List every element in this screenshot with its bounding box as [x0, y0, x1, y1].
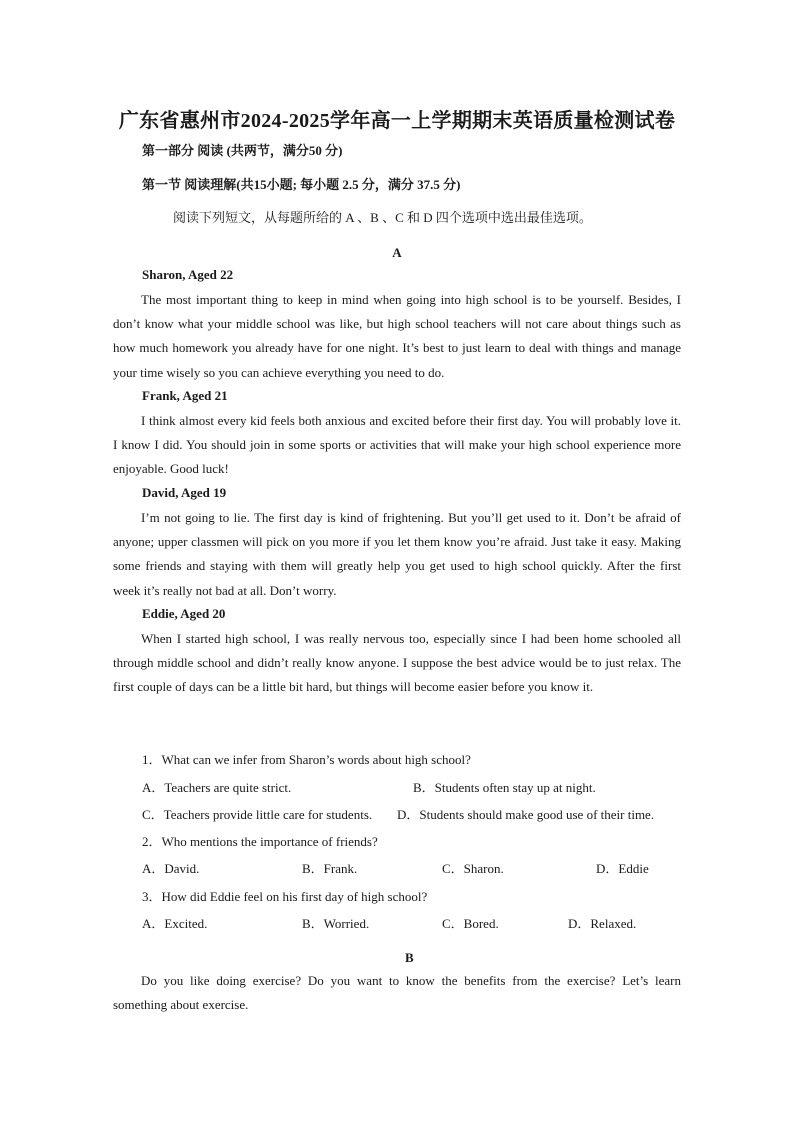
option-b: B．Students often stay up at night.	[413, 780, 596, 795]
speaker-name: Eddie, Aged 20	[142, 606, 226, 621]
part-heading: 第一部分 阅读 (共两节，满分50 分)	[142, 143, 343, 158]
speaker-paragraph: I’m not going to lie. The first day is kind of frightening. But you’ll get used to it. Don’t be afraid of anyone; upper classmen will pick on you more if you let them know you’re afraid. Just take it easy. Making some friends and staying with them will greatly help you get used to high school quickly. After the first week it’s really not bad at all. Don’t worry.	[113, 510, 681, 598]
option-b: B．Worried.	[302, 916, 370, 931]
speaker-paragraph: When I started high school, I was really nervous too, especially since I had been home schooled all through middle school and didn’t really know anyone. I suppose the best advice would be to just relax. The first couple of days can be a little bit hard, but things will become easier before you know it.	[113, 631, 681, 695]
option-c: C．Sharon.	[442, 861, 504, 876]
speaker-name: Sharon, Aged 22	[142, 267, 234, 282]
speaker-name: Frank, Aged 21	[142, 388, 228, 403]
option-d: D．Relaxed.	[568, 916, 637, 931]
option-a: A．David.	[142, 861, 200, 876]
exam-title: 广东省惠州市2024-2025学年高一上学期期末英语质量检测试卷	[118, 110, 676, 132]
section-heading: 第一节 阅读理解(共15小题; 每小题 2.5 分，满分 37.5 分)	[142, 177, 461, 192]
speaker-name: David, Aged 19	[142, 485, 227, 500]
option-d: D．Eddie	[596, 861, 649, 876]
option-c: C．Bored.	[442, 916, 499, 931]
instruction-text: 阅读下列短文，从每题所给的 A 、B 、C 和 D 四个选项中选出最佳选项。	[173, 210, 592, 225]
passage-b-label: B	[405, 950, 414, 965]
option-c: C．Teachers provide little care for students.	[142, 807, 373, 822]
option-b: B．Frank.	[302, 861, 358, 876]
passage-a-label: A	[392, 245, 402, 260]
speaker-paragraph: The most important thing to keep in mind when going into high school is to be yourself. Besides, I don’t know what your middle school was like, but high school teachers will not care about things such as how much homework you already have for one night. It’s best to just learn to deal with things and manage your time wisely so you can achieve everything you need to do.	[113, 292, 681, 380]
question-stem: 3．How did Eddie feel on his first day of high school?	[142, 889, 428, 904]
passage-b-paragraph: Do you like doing exercise? Do you want to know the benefits from the exercise? Let’s learn something about exercise.	[113, 973, 681, 1013]
option-a: A．Excited.	[142, 916, 208, 931]
option-a: A．Teachers are quite strict.	[142, 780, 292, 795]
question-stem: 2．Who mentions the importance of friends?	[142, 834, 378, 849]
speaker-paragraph: I think almost every kid feels both anxious and excited before their first day. You will probably love it. I know I did. You should join in some sports or activities that will make your high school experience more enjoyable. Good luck!	[113, 413, 681, 477]
question-stem: 1．What can we infer from Sharon’s words about high school?	[142, 752, 471, 767]
option-d: D．Students should make good use of their time.	[397, 807, 655, 822]
